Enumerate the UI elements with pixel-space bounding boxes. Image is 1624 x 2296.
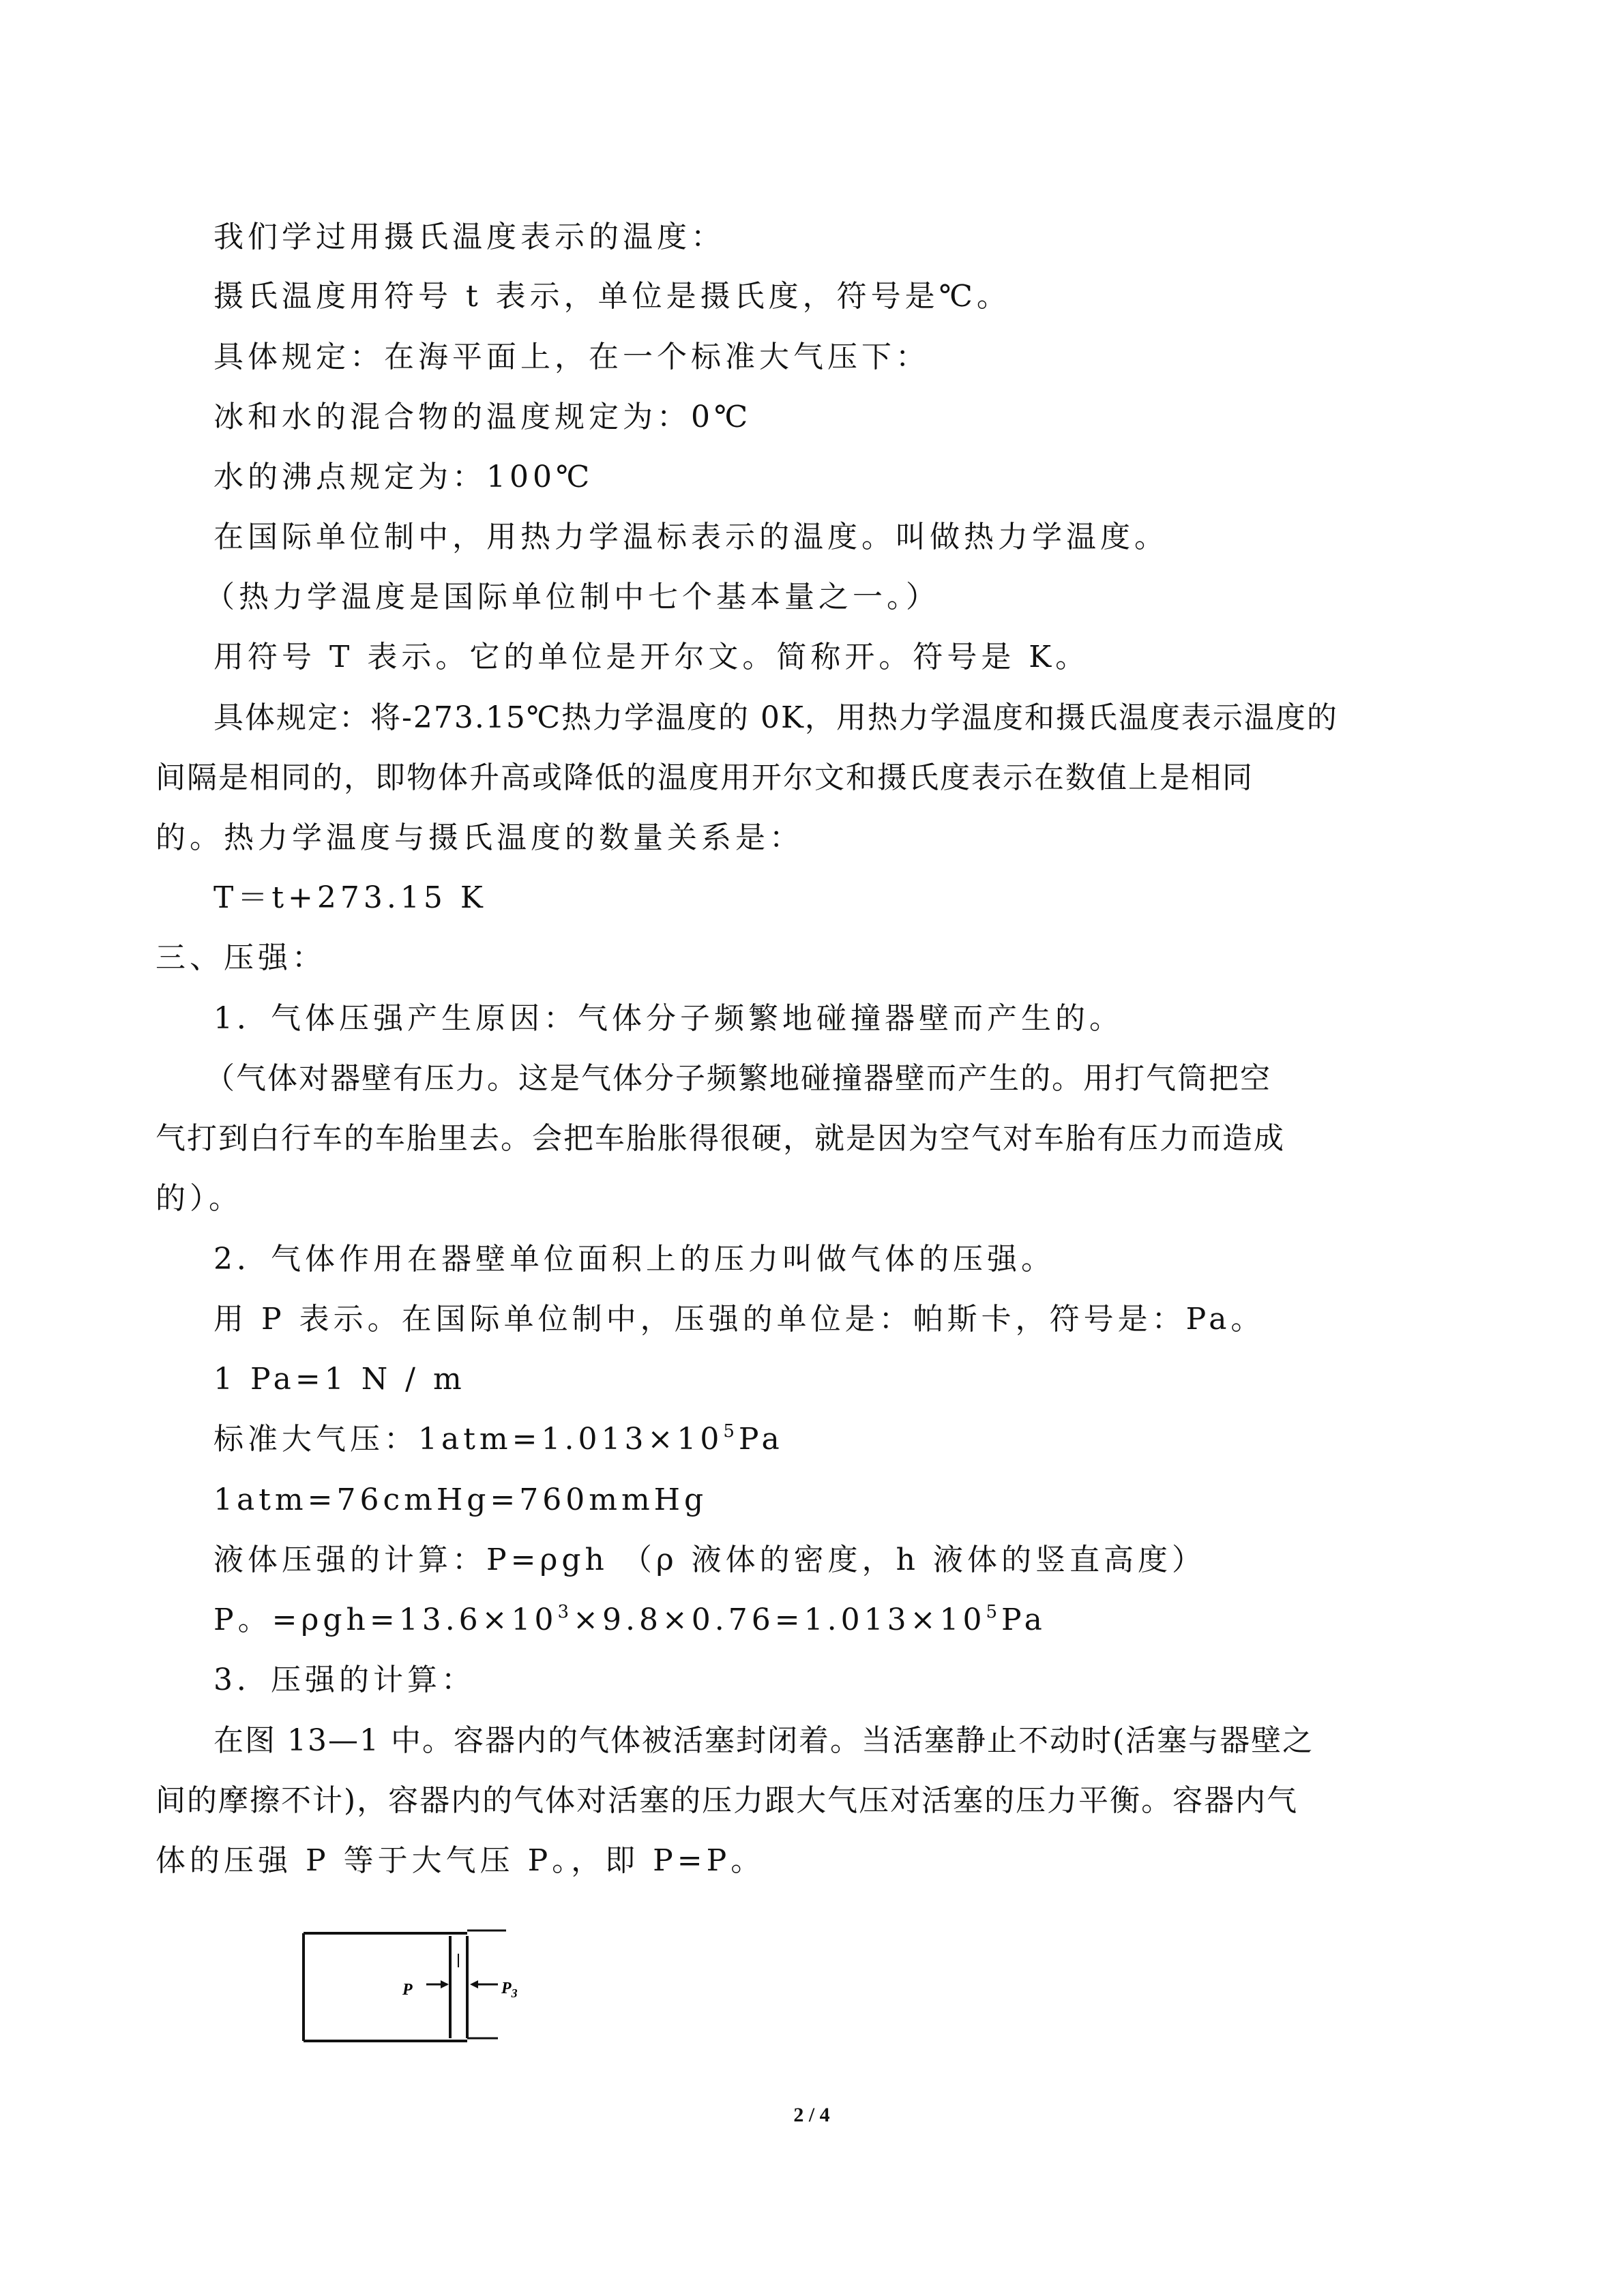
text-line: 我们学过用摄氏温度表示的温度： bbox=[213, 220, 725, 254]
text-line: 1．气体压强产生原因：气体分子频繁地碰撞器壁而产生的。 bbox=[213, 1001, 1123, 1036]
text-line: 用 P 表示。在国际单位制中，压强的单位是：帕斯卡，符号是：Pa。 bbox=[213, 1302, 1265, 1337]
page-number: 2 / 4 bbox=[793, 2104, 830, 2126]
inner-pressure-label: P bbox=[402, 1981, 413, 1999]
piston-diagram bbox=[293, 1926, 552, 2046]
inner-pressure-arrowhead bbox=[441, 1980, 449, 1988]
atm-text: 标准大气压：1atm=1.013×10 bbox=[213, 1422, 724, 1457]
formula-line: 1 Pa=1 N / m bbox=[213, 1362, 466, 1397]
text-line: 具体规定：将-273.15℃热力学温度的 0K，用热力学温度和摄氏温度表示温度的 bbox=[213, 700, 1338, 735]
p0-exponent-1: 3 bbox=[557, 1602, 574, 1622]
p0-exponent-2: 5 bbox=[986, 1602, 1002, 1622]
text-line: 间的摩擦不计)，容器内的气体对活塞的压力跟大气压对活塞的压力平衡。容器内气 bbox=[156, 1783, 1299, 1818]
outer-pressure-label: $P_3$ bbox=[501, 1980, 518, 2000]
text-line: 的）。 bbox=[156, 1181, 243, 1216]
outer-pressure-arrowhead bbox=[470, 1980, 478, 1988]
text-line: 冰和水的混合物的温度规定为：0℃ bbox=[213, 400, 752, 434]
formula-line: 1atm=76cmHg=760mmHg bbox=[213, 1482, 708, 1517]
text-line: 在国际单位制中，用热力学温标表示的温度。叫做热力学温度。 bbox=[213, 520, 1168, 554]
text-line: （热力学温度是国际单位制中七个基本量之一。） bbox=[205, 580, 940, 614]
text-line: 间隔是相同的，即物体升高或降低的温度用开尔文和摄氏度表示在数值上是相同 bbox=[156, 760, 1254, 795]
text-line: 水的沸点规定为：100℃ bbox=[213, 460, 594, 494]
text-line: 液体压强的计算：P=ρgh （ρ 液体的密度，h 液体的竖直高度） bbox=[213, 1542, 1207, 1577]
text-line: 具体规定：在海平面上，在一个标准大气压下： bbox=[213, 340, 930, 374]
piston-figure bbox=[293, 1926, 552, 2046]
atm-exponent: 5 bbox=[723, 1421, 739, 1442]
text-line: 摄氏温度用符号 t 表示，单位是摄氏度，符号是℃。 bbox=[213, 279, 1011, 314]
p0-text-a: P。=ρgh=13.6×10 bbox=[213, 1602, 558, 1637]
text-line: 气打到白行车的车胎里去。会把车胎胀得很硬，就是因为空气对车胎有压力而造成 bbox=[156, 1121, 1285, 1156]
formula-line: T＝t+273.15 K bbox=[213, 880, 487, 915]
p0-text-b: ×9.8×0.76=1.013×10 bbox=[573, 1602, 986, 1637]
formula-line bbox=[213, 1600, 1046, 1641]
text-line: 在图 13—1 中。容器内的气体被活塞封闭着。当活塞静止不动时(活塞与器壁之 bbox=[213, 1723, 1314, 1758]
text-line: 2．气体作用在器壁单位面积上的压力叫做气体的压强。 bbox=[213, 1242, 1055, 1277]
formula-line bbox=[213, 1419, 784, 1460]
p0-unit: Pa bbox=[1001, 1602, 1046, 1637]
text-line: 3．压强的计算： bbox=[213, 1663, 475, 1697]
text-line: 用符号 T 表示。它的单位是开尔文。简称开。符号是 K。 bbox=[213, 640, 1090, 674]
text-line: （气体对器壁有压力。这是气体分子频繁地碰撞器壁而产生的。用打气筒把空 bbox=[205, 1061, 1271, 1096]
text-line: 体的压强 P 等于大气压 P。，即 P=P。 bbox=[156, 1843, 765, 1878]
atm-unit: Pa bbox=[738, 1422, 784, 1457]
section-heading: 三、压强： bbox=[156, 940, 326, 975]
text-line: 的。热力学温度与摄氏温度的数量关系是： bbox=[156, 820, 803, 855]
